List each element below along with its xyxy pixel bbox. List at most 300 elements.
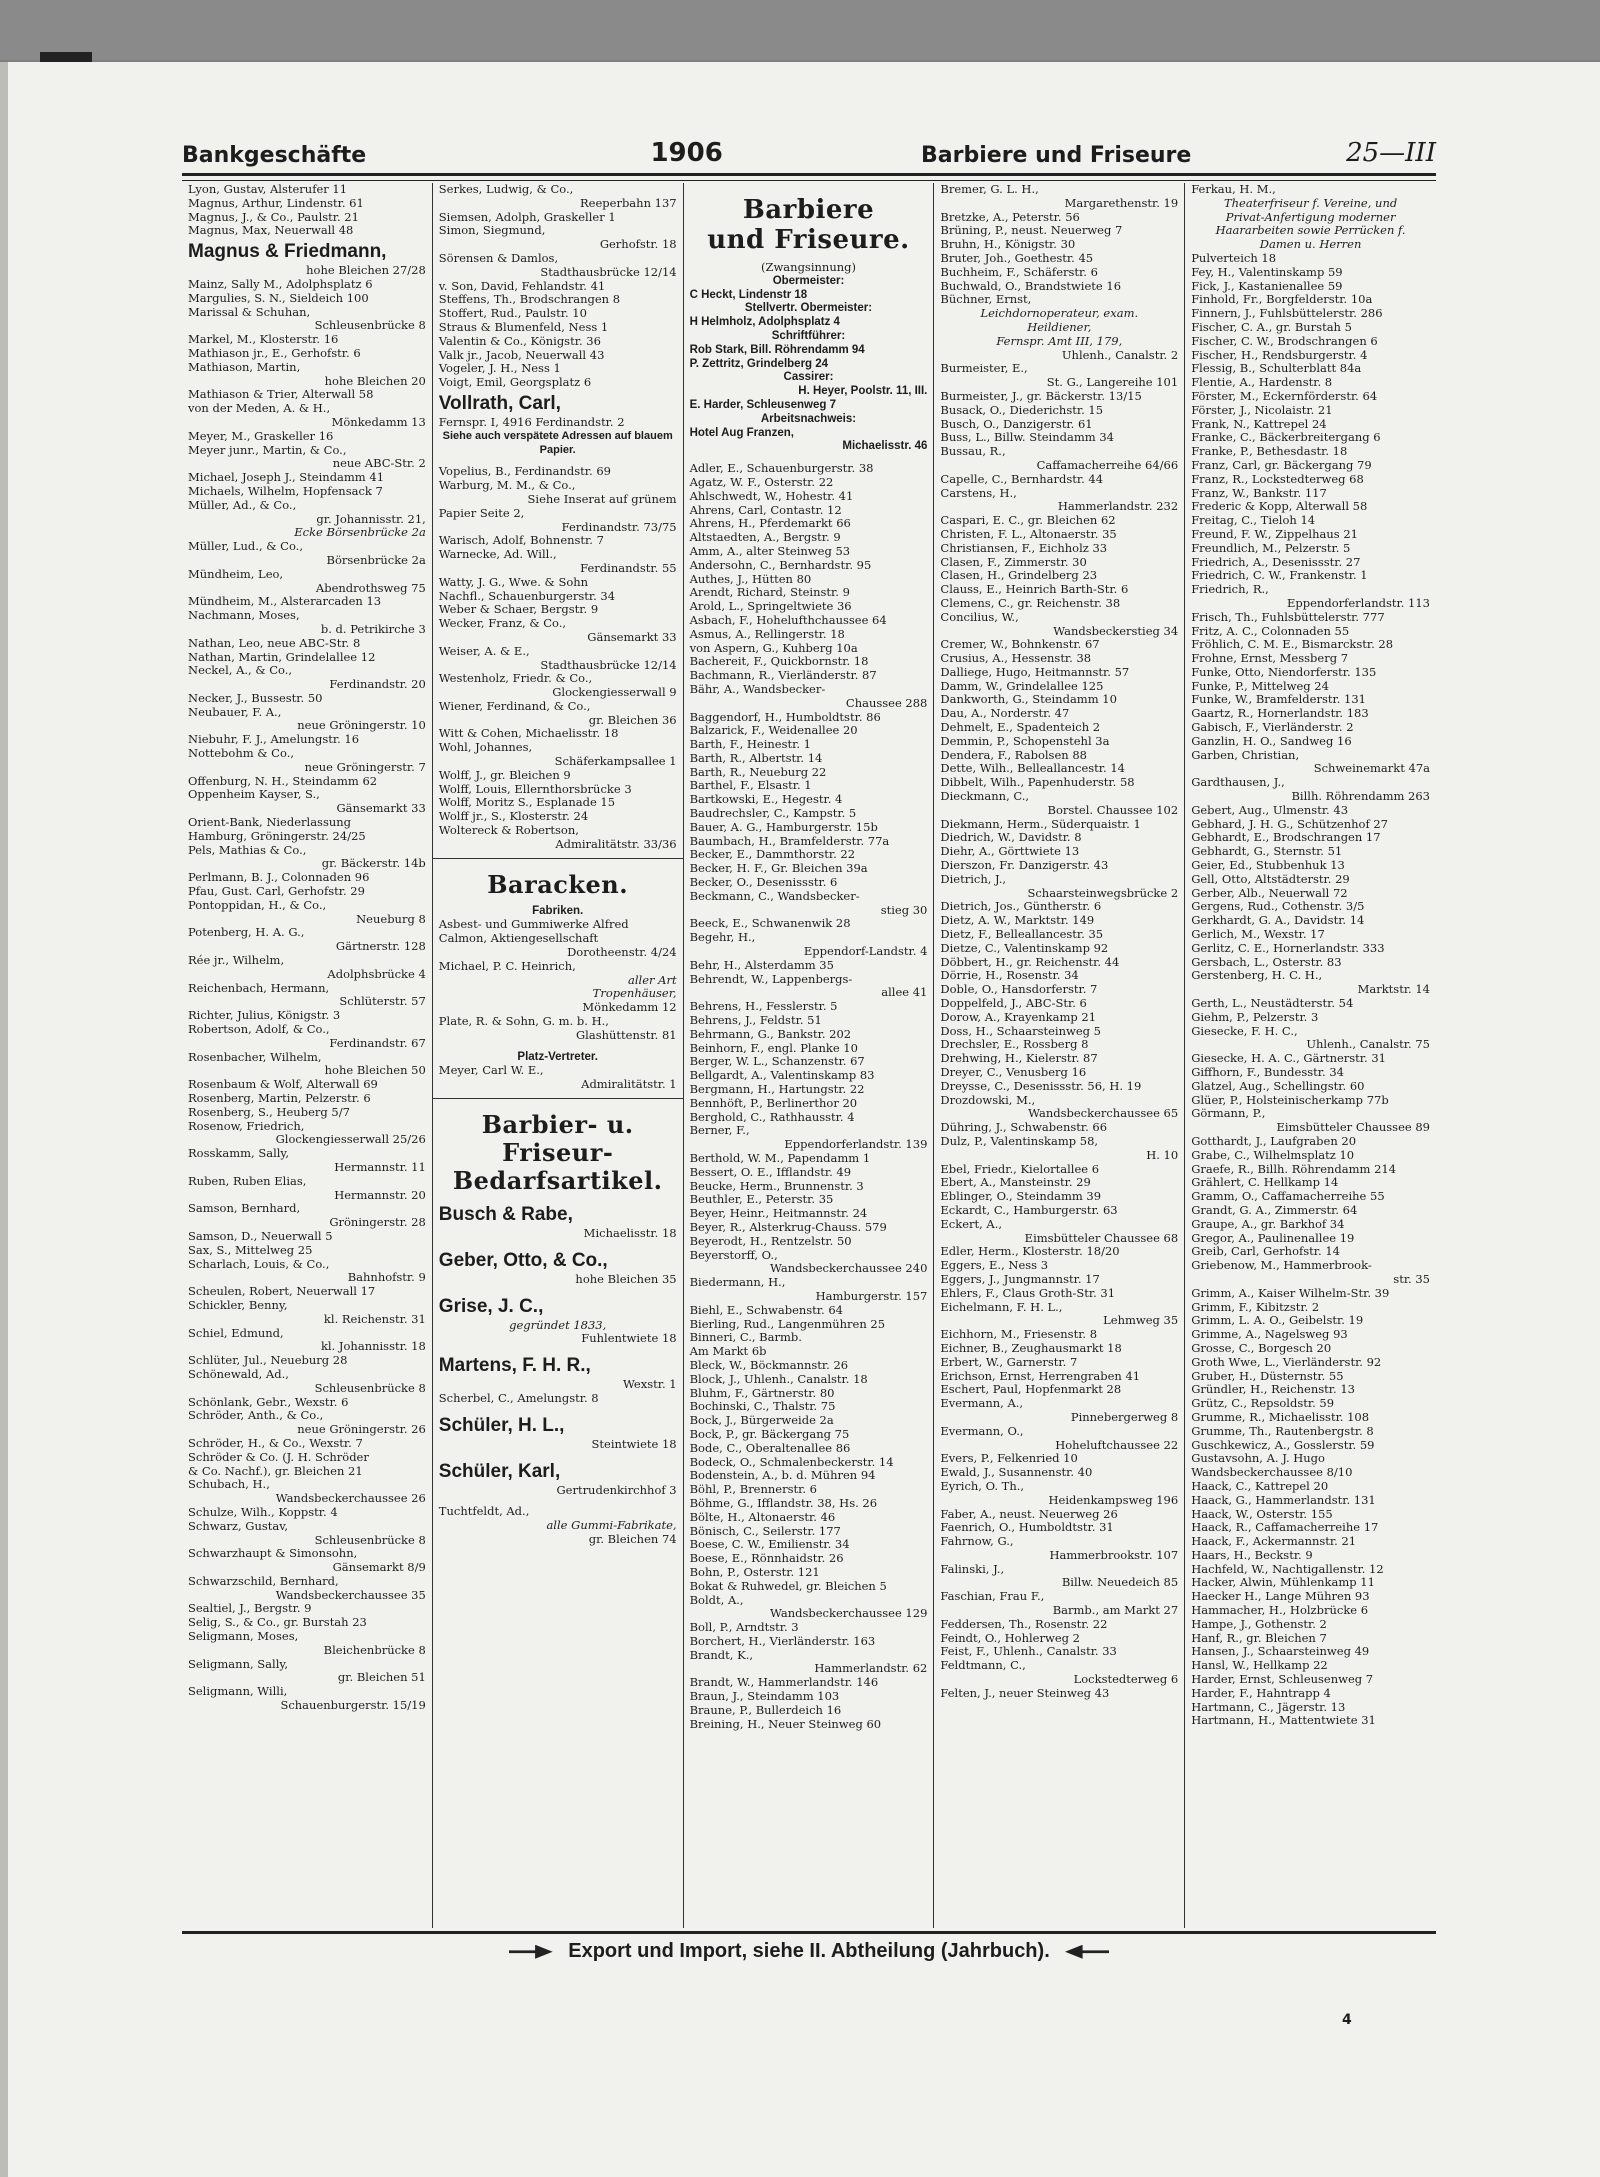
platz-vertreter-title: Platz-Vertreter.	[517, 1050, 598, 1063]
directory-entry: Seligmann, Willi,	[188, 1684, 288, 1699]
directory-entry: Schleusenbrücke 8	[314, 318, 426, 333]
directory-entry: Ferdinandstr. 73/75	[561, 519, 677, 534]
directory-entry: Wandsbeckerchaussee 8/10	[1191, 1465, 1353, 1480]
directory-entry: Dieckmann, C.,	[940, 789, 1030, 804]
directory-entry: Evers, P., Felkenried 10	[940, 1451, 1078, 1466]
vollrath-name: Vollrath, Carl,	[438, 392, 561, 414]
directory-entry: Bellgardt, A., Valentinskamp 83	[689, 1068, 875, 1083]
directory-entry: Fischer, C. A., gr. Burstah 5	[1191, 319, 1352, 334]
directory-entry: Behrens, J., Feldstr. 51	[689, 1013, 822, 1028]
directory-entry: Pels, Mathias & Co.,	[188, 842, 307, 857]
directory-entry: Biehl, E., Schwabenstr. 64	[689, 1302, 843, 1317]
directory-entry: Gerlich, M., Wexstr. 17	[1191, 927, 1325, 942]
directory-entry: Ehlers, F., Claus Groth-Str. 31	[940, 1285, 1116, 1300]
directory-entry: Gersbach, L., Osterstr. 83	[1191, 954, 1342, 969]
directory-entry: Hamburg, Gröningerstr. 24/25	[188, 828, 366, 843]
directory-entry: Fischer, H., Rendsburgerstr. 4	[1191, 347, 1368, 362]
directory-entry: Grählert, C. Hellkamp 14	[1191, 1175, 1339, 1190]
directory-entry: Beucke, Herm., Brunnenstr. 3	[689, 1178, 864, 1193]
directory-entry: Förster, M., Eckernförderstr. 64	[1191, 388, 1378, 403]
directory-entry: Hammerbrookstr. 107	[1049, 1547, 1179, 1562]
directory-entry: Wolff, Louis, Ellernthorsbrücke 3	[438, 781, 632, 796]
column-2	[433, 183, 684, 1928]
directory-entry: Schubach, H.,	[188, 1477, 270, 1492]
vollrath-note: Siehe auch verspätete Adressen auf blauem Papier.	[442, 429, 673, 456]
directory-entry: Harder, F., Hahntrapp 4	[1191, 1685, 1331, 1700]
directory-entry: Nathan, Martin, Grindelallee 12	[188, 649, 376, 664]
directory-entry: Dorotheenstr. 4/24	[567, 945, 677, 960]
directory-entry: Magnus & Friedmann,	[188, 241, 387, 263]
directory-entry: Franke, C., Bäckerbreitergang 6	[1191, 430, 1381, 445]
directory-entry: Freundlich, M., Pelzerstr. 5	[1191, 540, 1351, 555]
directory-entry: Drozdowski, M.,	[940, 1092, 1036, 1107]
directory-entry: Clasen, H., Grindelberg 23	[940, 568, 1098, 583]
directory-entry: Dörrie, H., Rosenstr. 34	[940, 968, 1079, 983]
directory-entry: Görmann, P.,	[1191, 1106, 1266, 1121]
directory-entry: Nachfl., Schauenburgerstr. 34	[438, 588, 616, 603]
directory-entry: Barthel, F., Elsastr. 1	[689, 778, 812, 793]
directory-entry: Wohl, Johannes,	[438, 740, 533, 755]
directory-entry: Seligmann, Moses,	[188, 1629, 299, 1644]
directory-entry: Gebhardt, G., Sternstr. 51	[1191, 844, 1343, 859]
directory-entry: Stoffert, Rud., Paulstr. 10	[438, 306, 587, 321]
directory-entry: Billh. Röhrendamm 263	[1291, 789, 1430, 804]
directory-entry: Giesecke, F. H. C.,	[1191, 1023, 1298, 1038]
directory-entry: Weiser, A. & E.,	[438, 643, 530, 658]
directory-entry: Valk jr., Jacob, Neuerwall 43	[438, 347, 605, 362]
directory-entry: Schauenburgerstr. 15/19	[280, 1698, 426, 1713]
directory-entry: Hammacher, H., Holzbrücke 6	[1191, 1603, 1369, 1618]
directory-entry: Gabisch, F., Vierländerstr. 2	[1191, 720, 1354, 735]
directory-entry: Breining, H., Neuer Steinweg 60	[689, 1716, 882, 1731]
directory-entry: Ahrens, Carl, Contastr. 12	[689, 502, 842, 517]
directory-entry: Giffhorn, F., Bundesstr. 34	[1191, 1065, 1344, 1079]
directory-entry: Berghold, C., Rathhausstr. 4	[689, 1109, 855, 1124]
directory-entry: Mainz, Sally M., Adolphsplatz 6	[188, 276, 373, 291]
directory-entry: Faschian, Frau F.,	[940, 1589, 1045, 1604]
directory-entry: Fernspr. Amt III, 179,	[996, 333, 1123, 348]
directory-entry: Asbach, F., Hohelufthchaussee 64	[689, 612, 887, 627]
directory-entry: Fritz, A. C., Colonnaden 55	[1191, 623, 1350, 638]
directory-entry: Mathiason, Martin,	[188, 359, 301, 374]
directory-entry: Bähr, A., Wandsbecker-	[689, 681, 826, 696]
directory-entry: Bruhn, H., Königstr. 30	[940, 237, 1076, 252]
directory-entry: Reichenbach, Hermann,	[188, 980, 330, 995]
directory-entry: Wandsbeckerchaussee 35	[275, 1587, 426, 1602]
directory-entry: b. d. Petrikirche 3	[320, 621, 426, 636]
directory-entry: Funke, P., Mittelweg 24	[1191, 678, 1329, 693]
directory-entry: Offenburg, N. H., Steindamm 62	[188, 773, 378, 788]
directory-entry: Frank, N., Kattrepel 24	[1191, 416, 1327, 431]
bedarf-firms	[439, 1203, 677, 1392]
directory-entry: Ganzlin, H. O., Sandweg 16	[1191, 733, 1352, 748]
directory-entry: Obermeister:	[772, 274, 845, 287]
directory-entry: Dette, Wilh., Belleallancestr. 14	[940, 761, 1125, 776]
directory-entry: Eichhorn, M., Friesenstr. 8	[940, 1327, 1098, 1342]
directory-entry: Buss, L., Billw. Steindamm 34	[940, 430, 1114, 445]
directory-entry: Rosenberg, S., Heuberg 5/7	[188, 1104, 350, 1119]
bedarf-title-1: Barbier- u. Friseur-	[481, 1110, 634, 1168]
bedarf-firm-name: Martens, F. H. R.,	[438, 1355, 591, 1377]
directory-entry: Baumbach, H., Bramfelderstr. 77a	[689, 833, 890, 848]
directory-entry: Gebert, Aug., Ulmenstr. 43	[1191, 802, 1349, 817]
directory-entry: Fahrnow, G.,	[940, 1534, 1014, 1549]
bedarf-firm-name: Busch & Rabe,	[438, 1204, 573, 1226]
directory-entry: Theaterfriseur f. Vereine, und	[1223, 195, 1398, 210]
directory-page	[0, 62, 1600, 2177]
directory-entry: Braune, P., Bullerdeich 16	[689, 1702, 842, 1717]
baracken-subtitle: Fabriken.	[532, 904, 584, 917]
directory-entry: Marktstr. 14	[1357, 982, 1430, 997]
bedarf-firm-address: Fuhlentwiete 18	[581, 1331, 677, 1346]
directory-entry: Mathiason jr., E., Gerhofstr. 6	[188, 345, 361, 360]
directory-entry: Behrendt, W., Lappenbergs-	[689, 971, 853, 986]
directory-entry: Borstel. Chaussee 102	[1047, 802, 1179, 817]
directory-entry: Uhlenh., Canalstr. 2	[1061, 347, 1179, 362]
directory-entry: Baggendorf, H., Humboldtstr. 86	[689, 709, 881, 724]
directory-entry: Sealtiel, J., Bergstr. 9	[188, 1601, 312, 1616]
directory-entry: Diekmann, Herm., Süderquaistr. 1	[940, 816, 1141, 831]
directory-entry: Niebuhr, F. J., Amelungstr. 16	[188, 732, 360, 747]
directory-entry: Warnecke, Ad. Will.,	[438, 547, 557, 562]
directory-entry: Authes, J., Hütten 80	[689, 571, 812, 586]
directory-entry: Hanf, R., gr. Bleichen 7	[1191, 1630, 1327, 1645]
directory-entry: Schwarz, Gustav,	[188, 1518, 289, 1533]
directory-entry: Haars, H., Beckstr. 9	[1191, 1547, 1313, 1562]
directory-entry: Hotel Aug Franzen,	[689, 426, 794, 439]
directory-entry: Dreysse, C., Desenissstr. 56, H. 19	[940, 1078, 1142, 1093]
directory-entry: Uhlenh., Canalstr. 75	[1306, 1037, 1430, 1052]
directory-entry: Selig, S., & Co., gr. Burstah 23	[188, 1615, 367, 1630]
directory-entry: Dau, A., Norderstr. 47	[940, 706, 1070, 721]
directory-entry: Böhme, G., Ifflandstr. 38, Hs. 26	[689, 1495, 878, 1510]
directory-entry: Reeperbahn 137	[580, 195, 677, 210]
directory-entry: von Aspern, G., Kuhberg 10a	[689, 640, 858, 655]
directory-entry: Michael, Joseph J., Steindamm 41	[188, 470, 385, 485]
directory-entry: Richter, Julius, Königstr. 3	[188, 1008, 341, 1023]
directory-entry: Bachmann, R., Vierländerstr. 87	[689, 668, 877, 683]
directory-entry: Boese, E., Rönnhaidstr. 26	[689, 1551, 844, 1566]
directory-entry: Neckel, A., & Co.,	[188, 663, 293, 678]
column-1	[182, 183, 433, 1928]
footer-rule	[182, 1931, 1436, 1934]
directory-entry: Balzarick, F., Weidenallee 20	[689, 723, 858, 738]
directory-entry: Altstaedten, A., Bergstr. 9	[689, 530, 841, 545]
directory-entry: Becker, H. F., Gr. Bleichen 39a	[689, 861, 868, 876]
directory-entry: Behrmann, G., Bankstr. 202	[689, 1026, 852, 1041]
directory-entry: Grimm, L. A. O., Geibelstr. 19	[1191, 1313, 1364, 1328]
directory-entry: Bohn, P., Osterstr. 121	[689, 1564, 820, 1579]
directory-entry: Hartmann, C., Jägerstr. 13	[1191, 1699, 1346, 1714]
directory-entry: Beckmann, C., Wandsbecker-	[689, 888, 860, 903]
directory-entry: Guschkewicz, A., Gosslerstr. 59	[1191, 1437, 1375, 1452]
directory-entry: Stadthausbrücke 12/14	[540, 657, 677, 672]
directory-entry: Geier, Ed., Stubbenhuk 13	[1191, 858, 1345, 873]
directory-entry: Gramm, O., Caffamacherreihe 55	[1191, 1189, 1385, 1204]
directory-entry: Eckert, A.,	[940, 1216, 1003, 1231]
directory-entry: Haecker H., Lange Mühren 93	[1191, 1589, 1370, 1604]
directory-entry: Schwarzschild, Bernhard,	[188, 1573, 339, 1588]
header-rule	[182, 173, 1436, 181]
directory-entry: Wandsbeckerchaussee 26	[275, 1491, 426, 1506]
directory-entry: Meyer, Carl W. E.,	[438, 1063, 544, 1078]
directory-entry: Billw. Neuedeich 85	[1061, 1575, 1179, 1590]
header-year: 1906	[650, 138, 723, 168]
directory-entry: Gerlitz, C. E., Hornerlandstr. 333	[1191, 940, 1385, 955]
directory-entry: Evermann, O.,	[940, 1423, 1024, 1438]
directory-entry: Fischer, C. W., Brodschrangen 6	[1191, 333, 1378, 348]
directory-entry: Caffamacherreihe 64/66	[1036, 457, 1179, 472]
directory-entry: Schröder, H., & Co., Wexstr. 7	[188, 1435, 363, 1450]
directory-entry: Bönisch, C., Seilerstr. 177	[689, 1523, 841, 1538]
directory-entry: Rosenbaum & Wolf, Alterwall 69	[188, 1077, 378, 1092]
baracken-entries	[439, 918, 677, 1042]
directory-entry: Gebhard, J. H. G., Schützenhof 27	[1191, 816, 1388, 831]
directory-entry: Franz, Carl, gr. Bäckergang 79	[1191, 457, 1372, 472]
directory-entry: Schaarsteinwegsbrücke 2	[1027, 885, 1179, 900]
bank-entries-continued	[439, 183, 677, 390]
directory-entry: Finnern, J., Fuhlsbüttelerstr. 286	[1191, 306, 1383, 321]
directory-entry: Clauss, E., Heinrich Barth-Str. 6	[940, 582, 1129, 597]
directory-entry: Schleusenbrücke 8	[314, 1532, 426, 1547]
directory-entry: Pinnebergerweg 8	[1070, 1409, 1179, 1424]
directory-entry: Nachmann, Moses,	[188, 608, 300, 623]
directory-entry: Hachfeld, W., Nachtigallenstr. 12	[1191, 1561, 1384, 1576]
innung-officers	[690, 275, 928, 454]
directory-entry: Eichelmann, F. H. L.,	[940, 1299, 1063, 1314]
directory-entry: Wandsbeckerstieg 34	[1053, 623, 1179, 638]
directory-entry: Grütz, C., Repsoldstr. 59	[1191, 1396, 1335, 1411]
directory-entry: Hermannstr. 20	[334, 1187, 426, 1202]
directory-entry: Ferdinandstr. 67	[329, 1035, 426, 1050]
directory-entry: Admiralitätstr. 1	[581, 1077, 677, 1092]
directory-entry: Bluhm, F., Gärtnerstr. 80	[689, 1385, 835, 1400]
directory-entry: Gaartz, R., Hornerlandstr. 183	[1191, 706, 1369, 721]
directory-entry: Hammerlandstr. 62	[814, 1661, 928, 1676]
directory-entry: Hartmann, H., Mattentwiete 31	[1191, 1713, 1376, 1728]
scan-background	[0, 0, 1600, 60]
directory-entry: Calmon, Aktiengesellschaft	[438, 931, 599, 946]
directory-entry: Buchheim, F., Schäferstr. 6	[940, 264, 1098, 279]
bedarf-firm-address: Michaelisstr. 18	[583, 1226, 677, 1241]
directory-entry: neue Gröningerstr. 10	[297, 718, 426, 733]
directory-entry: Glockengiesserwall 25/26	[275, 1132, 426, 1147]
directory-entry: Wolff jr., S., Klosterstr. 24	[438, 809, 589, 824]
directory-entry: Friedrich, R.,	[1191, 582, 1269, 597]
directory-entry: Burmeister, E.,	[940, 361, 1028, 376]
directory-entry: Arbeitsnachweis:	[760, 412, 857, 425]
directory-entry: Meyer junr., Martin, & Co.,	[188, 442, 347, 457]
directory-entry: Bleichenbrücke 8	[323, 1642, 426, 1657]
directory-entry: Grimm, F., Kibitzstr. 2	[1191, 1299, 1320, 1314]
directory-entry: Bock, J., Bürgerweide 2a	[689, 1413, 834, 1428]
directory-entry: Grosse, C., Borgesch 20	[1191, 1340, 1332, 1355]
directory-entry: stieg 30	[880, 902, 928, 917]
directory-entry: Behrens, H., Fesslerstr. 5	[689, 999, 838, 1014]
directory-entry: Gerth, L., Neustädterstr. 54	[1191, 996, 1354, 1011]
directory-entry: Binneri, C., Barmb.	[689, 1330, 802, 1345]
directory-entry: Valentin & Co., Königstr. 36	[438, 333, 601, 348]
directory-entry: Bokat & Ruhwedel, gr. Bleichen 5	[689, 1578, 887, 1593]
directory-entry: gr. Bäckerstr. 14b	[321, 856, 426, 871]
directory-entry: C Heckt, Lindenstr 18	[689, 288, 808, 301]
directory-entry: Eimsbütteler Chaussee 89	[1276, 1120, 1430, 1135]
page-header	[182, 128, 1436, 168]
directory-entry: Adler, E., Schauenburgerstr. 38	[689, 461, 874, 476]
directory-entry: Hacker, Alwin, Mühlenkamp 11	[1191, 1575, 1375, 1590]
directory-entry: Boldt, A.,	[689, 1592, 744, 1607]
directory-entry: Flentie, A., Hardenstr. 8	[1191, 375, 1333, 390]
directory-entry: Straus & Blumenfeld, Ness 1	[438, 319, 609, 334]
bedarf-firm-name: Schüler, H. L.,	[438, 1414, 565, 1436]
directory-entry: Bölte, H., Altonaerstr. 46	[689, 1509, 836, 1524]
directory-entry: St. G., Langereihe 101	[1046, 375, 1179, 390]
directory-entry: Boese, C. W., Emilienstr. 34	[689, 1537, 850, 1552]
innung-label: (Zwangsinnung)	[760, 260, 856, 274]
directory-entry: Buchwald, O., Brandstwiete 16	[940, 278, 1122, 293]
directory-entry: Giesecke, H. A. C., Gärtnerstr. 31	[1191, 1051, 1386, 1066]
directory-entry: Harder, Ernst, Schleusenweg 7	[1191, 1672, 1374, 1687]
directory-entry: Clasen, F., Zimmerstr. 30	[940, 554, 1087, 569]
directory-entry: Fick, J., Kastanienallee 59	[1191, 278, 1343, 293]
directory-entry: Büchner, Ernst,	[940, 292, 1032, 307]
directory-entry: Freund, F. W., Zippelhaus 21	[1191, 526, 1358, 541]
directory-entry: Heidenkampsweg 196	[1048, 1492, 1179, 1507]
directory-entry: Sax, S., Mittelweg 25	[188, 1242, 313, 1257]
directory-entry: Grimme, A., Nagelsweg 93	[1191, 1327, 1348, 1342]
tuchtfeldt-address: gr. Bleichen 74	[588, 1531, 677, 1546]
directory-entry: Simon, Siegmund,	[438, 223, 546, 238]
directory-entry: Bremer, G. L. H.,	[940, 183, 1039, 196]
directory-entry: H. 10	[1146, 1147, 1179, 1162]
column-5	[1185, 183, 1436, 1928]
directory-entry: Friedrich, A., Desenissstr. 27	[1191, 554, 1361, 569]
directory-entry: neue Gröningerstr. 7	[304, 759, 426, 774]
directory-entry: Berthold, W. M., Papendamm 1	[689, 1151, 871, 1165]
bedarf-firm-address: Wexstr. 1	[623, 1377, 677, 1392]
directory-entry: Magnus, Max, Neuerwall 48	[188, 223, 354, 238]
bedarf-firm-name: Grise, J. C.,	[438, 1295, 544, 1317]
bedarf-firm-name: Geber, Otto, & Co.,	[438, 1249, 608, 1271]
directory-entry: Mathiason & Trier, Alterwall 58	[188, 387, 374, 402]
directory-entry: kl. Reichenstr. 31	[323, 1311, 426, 1326]
directory-entry: hohe Bleichen 20	[324, 373, 426, 388]
directory-entry: Funke, W., Bramfelderstr. 131	[1191, 692, 1366, 707]
directory-entry: Damm, W., Grindelallee 125	[940, 678, 1104, 693]
directory-entry: Siehe Inserat auf grünem	[527, 491, 677, 506]
directory-entry: Dibbelt, Wilh., Papenhuderstr. 58	[940, 775, 1135, 790]
directory-entry: hohe Bleichen 50	[324, 1063, 426, 1078]
directory-entry: Haack, W., Osterstr. 155	[1191, 1506, 1333, 1521]
bank-entries-w	[439, 465, 677, 851]
header-page-number: 25—III	[1346, 138, 1436, 168]
directory-entry: Eblinger, O., Steindamm 39	[940, 1189, 1102, 1204]
directory-entry: Barth, F., Heinestr. 1	[689, 737, 812, 752]
bedarf-firm-address: Steintwiete 18	[591, 1436, 677, 1451]
directory-entry: Bussau, R.,	[940, 444, 1006, 459]
directory-entry: Fröhlich, C. M. E., Bismarckstr. 28	[1191, 637, 1394, 652]
directory-entry: Adolphsbrücke 4	[327, 966, 426, 981]
directory-entry: Stellvertr. Obermeister:	[744, 302, 873, 315]
directory-entry: Giehm, P., Pelzerstr. 3	[1191, 1009, 1319, 1024]
directory-entry: Mönkedamm 13	[331, 414, 426, 429]
directory-entry: Grandt, G. A., Zimmerstr. 64	[1191, 1202, 1358, 1217]
directory-entry: Pulverteich 18	[1191, 250, 1277, 265]
directory-entry: Crusius, A., Hessenstr. 38	[940, 651, 1092, 666]
column-3	[684, 183, 935, 1928]
scherbel-entry: Scherbel, C., Amelungstr. 8	[438, 1391, 599, 1405]
directory-entry: Schlüterstr. 57	[339, 994, 426, 1009]
directory-entry: Mündheim, Leo,	[188, 566, 284, 581]
directory-entry: Warburg, M. M., & Co.,	[438, 478, 576, 493]
directory-entry: neue Gröningerstr. 26	[297, 1422, 426, 1437]
directory-entry: Bode, C., Oberaltenallee 86	[689, 1440, 851, 1455]
page-footer	[182, 1940, 1436, 1970]
directory-entry: Doppelfeld, J., ABC-Str. 6	[940, 996, 1087, 1011]
directory-entry: gr. Bleichen 51	[337, 1670, 426, 1685]
directory-entry: Gärtnerstr. 128	[335, 939, 426, 954]
directory-entry: Asbest- und Gummiwerke Alfred	[438, 917, 629, 932]
directory-entry: Hermannstr. 11	[334, 1159, 426, 1174]
directory-entry: Friedrich, C. W., Frankenstr. 1	[1191, 568, 1368, 583]
directory-entry: Cremer, W., Bohnkenstr. 67	[940, 637, 1100, 652]
pointing-hand-icon	[509, 1945, 553, 1959]
directory-entry: Ahlschwedt, W., Hohestr. 41	[689, 488, 854, 503]
pointing-hand-icon	[1065, 1945, 1109, 1959]
directory-entry: Beyerodt, H., Rentzelstr. 50	[689, 1233, 852, 1248]
directory-entry: Gebhardt, E., Brodschrangen 17	[1191, 830, 1381, 845]
directory-entry: Frisch, Th., Fuhlsbüttelerstr. 777	[1191, 609, 1385, 624]
directory-entry: Michaels, Wilhelm, Hopfensack 7	[188, 483, 383, 498]
baracken-title: Baracken.	[487, 869, 629, 899]
directory-entry: Barth, R., Albertstr. 14	[689, 750, 823, 765]
directory-entry: Mündheim, M., Alsterarcaden 13	[188, 594, 382, 609]
directory-entry: Müller, Ad., & Co.,	[188, 497, 297, 512]
directory-entry: Dalliege, Hugo, Heitmannstr. 57	[940, 664, 1130, 679]
directory-entry: Margulies, S. N., Sieldeich 100	[188, 290, 369, 305]
directory-entry: Glockengiesserwall 9	[552, 685, 677, 700]
directory-entry: Eyrich, O. Th.,	[940, 1478, 1025, 1493]
directory-entry: Bretzke, A., Peterstr. 56	[940, 209, 1080, 224]
directory-entry: Necker, J., Bussestr. 50	[188, 690, 323, 705]
directory-entry: E. Harder, Schleusenweg 7	[689, 398, 836, 411]
directory-entry: Demmin, P., Schopenstehl 3a	[940, 733, 1110, 748]
directory-entry: Andersohn, C., Bernhardstr. 95	[689, 557, 872, 572]
directory-entry: Bochinski, C., Thalstr. 75	[689, 1399, 836, 1414]
directory-entry: Faber, A., neust. Neuerweg 26	[940, 1506, 1118, 1521]
directory-entry: Westenholz, Friedr. & Co.,	[438, 671, 593, 686]
page-number: 4	[1342, 2012, 1352, 2028]
directory-entry: Bruter, Joh., Goethestr. 45	[940, 250, 1094, 265]
directory-entry: Samson, Bernhard,	[188, 1201, 301, 1216]
directory-entry: Gerhofstr. 18	[599, 237, 677, 252]
directory-entry: Schulze, Wilh., Koppstr. 4	[188, 1504, 338, 1519]
directory-entry: Scheulen, Robert, Neuerwall 17	[188, 1284, 376, 1299]
directory-entry: Arold, L., Springeltwiete 36	[689, 599, 852, 614]
directory-entry: Dulz, P., Valentinskamp 58,	[940, 1133, 1099, 1148]
directory-entry: Michael, P. C. Heinrich,	[438, 958, 576, 973]
directory-entry: allee 41	[881, 985, 928, 1000]
directory-entry: gr. Bleichen 36	[588, 712, 677, 727]
directory-entry: Grumme, R., Michaelisstr. 108	[1191, 1409, 1370, 1424]
directory-entry: Magnus, J., & Co., Paulstr. 21	[188, 209, 359, 224]
directory-entry: Margarethenstr. 19	[1064, 195, 1179, 210]
directory-entry: Marissal & Schuhan,	[188, 304, 311, 319]
directory-entry: Brandt, K.,	[689, 1647, 754, 1662]
directory-entry: Brandt, W., Hammerlandstr. 146	[689, 1675, 879, 1690]
directory-entry: Diedrich, W., Davidstr. 8	[940, 830, 1082, 845]
directory-entry: Sörensen & Damlos,	[438, 250, 559, 265]
